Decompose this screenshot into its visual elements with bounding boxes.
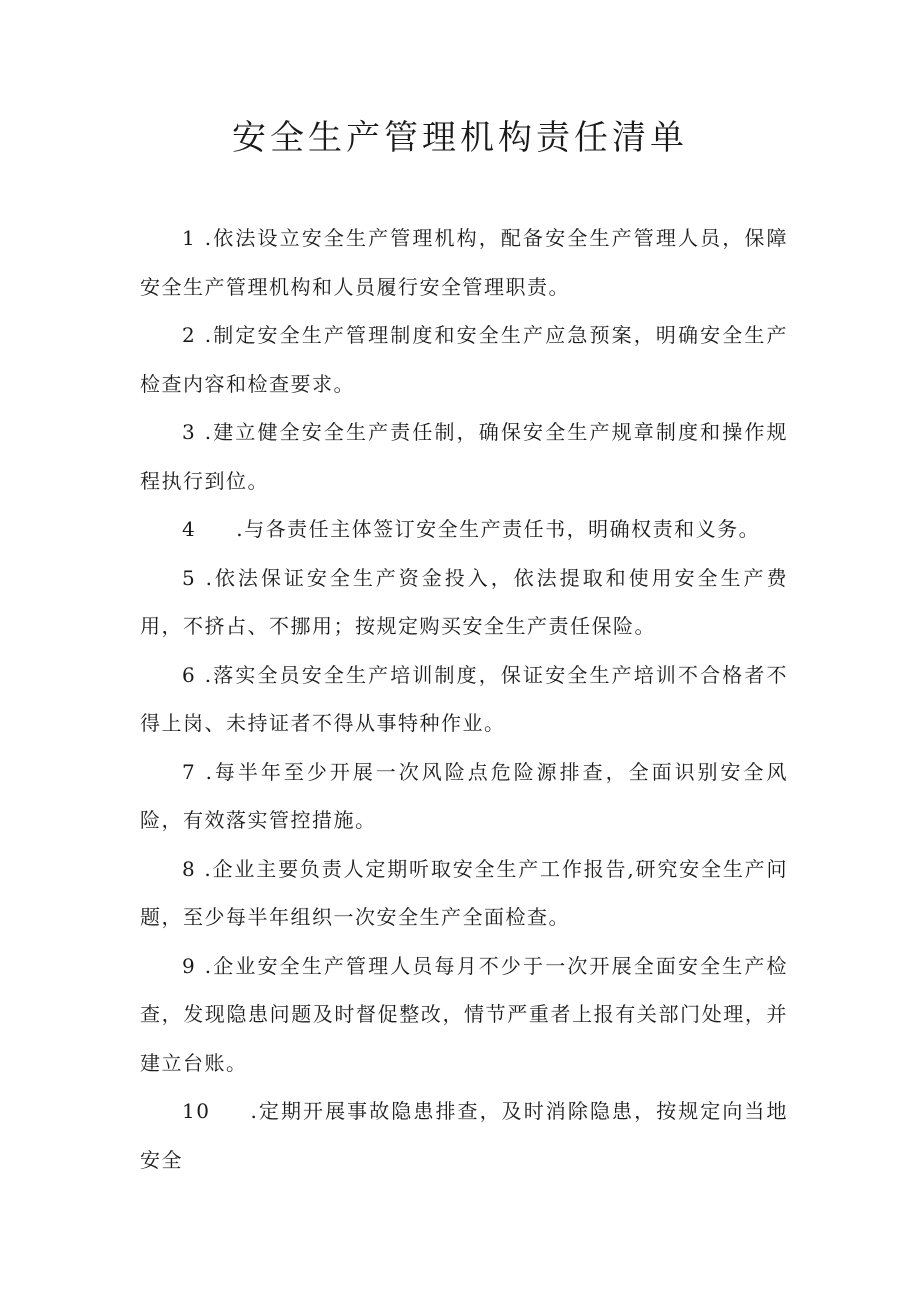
item-number: 10: [182, 1099, 211, 1123]
list-item: [140, 214, 788, 311]
list-item: [140, 845, 788, 942]
item-number: 9: [182, 953, 197, 978]
list-item: [140, 408, 788, 505]
list-item: [140, 311, 788, 408]
item-text: .制定安全生产管理制度和安全生产应急预案，明确安全生产检查内容和检查要求。: [140, 323, 789, 396]
item-number: 8: [182, 856, 197, 881]
item-number: 1: [182, 226, 197, 250]
item-text: .建立健全安全生产责任制，确保安全生产规章制度和操作规程执行到位。: [140, 420, 789, 493]
list-item: [140, 748, 788, 845]
list-item: [140, 942, 788, 1088]
item-number: 6: [182, 662, 197, 687]
item-text: .与各责任主体签订安全生产责任书，明确权责和义务。: [236, 517, 761, 541]
item-text: .依法设立安全生产管理机构，配备安全生产管理人员，保障安全生产管理机构和人员履行安全管理职责。: [140, 226, 789, 299]
list-item: [140, 651, 788, 748]
item-text: .企业主要负责人定期听取安全生产工作报告,研究安全生产问题，至少每半年组织一次安全生产全面检查。: [140, 856, 788, 929]
item-text: .定期开展事故隐患排查，及时消除隐患，按规定向当地安全: [140, 1099, 788, 1172]
document-title: 安全生产管理机构责任清单: [232, 118, 688, 158]
item-text: .落实全员安全生产培训制度，保证安全生产培训不合格者不得上岗、未持证者不得从事特种作业。: [140, 662, 789, 735]
list-item: [140, 1087, 788, 1184]
list-item: [140, 554, 788, 651]
item-number: 4: [182, 517, 197, 541]
item-text: .依法保证安全生产资金投入，依法提取和使用安全生产费用，不挤占、不挪用；按规定购买安全生产责任保险。: [140, 565, 788, 638]
list-item: [140, 505, 788, 554]
responsibility-list: [140, 214, 788, 1184]
item-text: .企业安全生产管理人员每月不少于一次开展全面安全生产检查，发现隐患问题及时督促整改，情节严重者上报有关部门处理，并建立台账。: [140, 953, 789, 1075]
item-text: .每半年至少开展一次风险点危险源排查，全面识别安全风险，有效落实管控措施。: [140, 759, 788, 832]
item-number: 3: [182, 420, 197, 444]
item-number: 2: [182, 323, 197, 347]
item-number: 5: [182, 565, 197, 590]
item-number: 7: [182, 759, 197, 784]
